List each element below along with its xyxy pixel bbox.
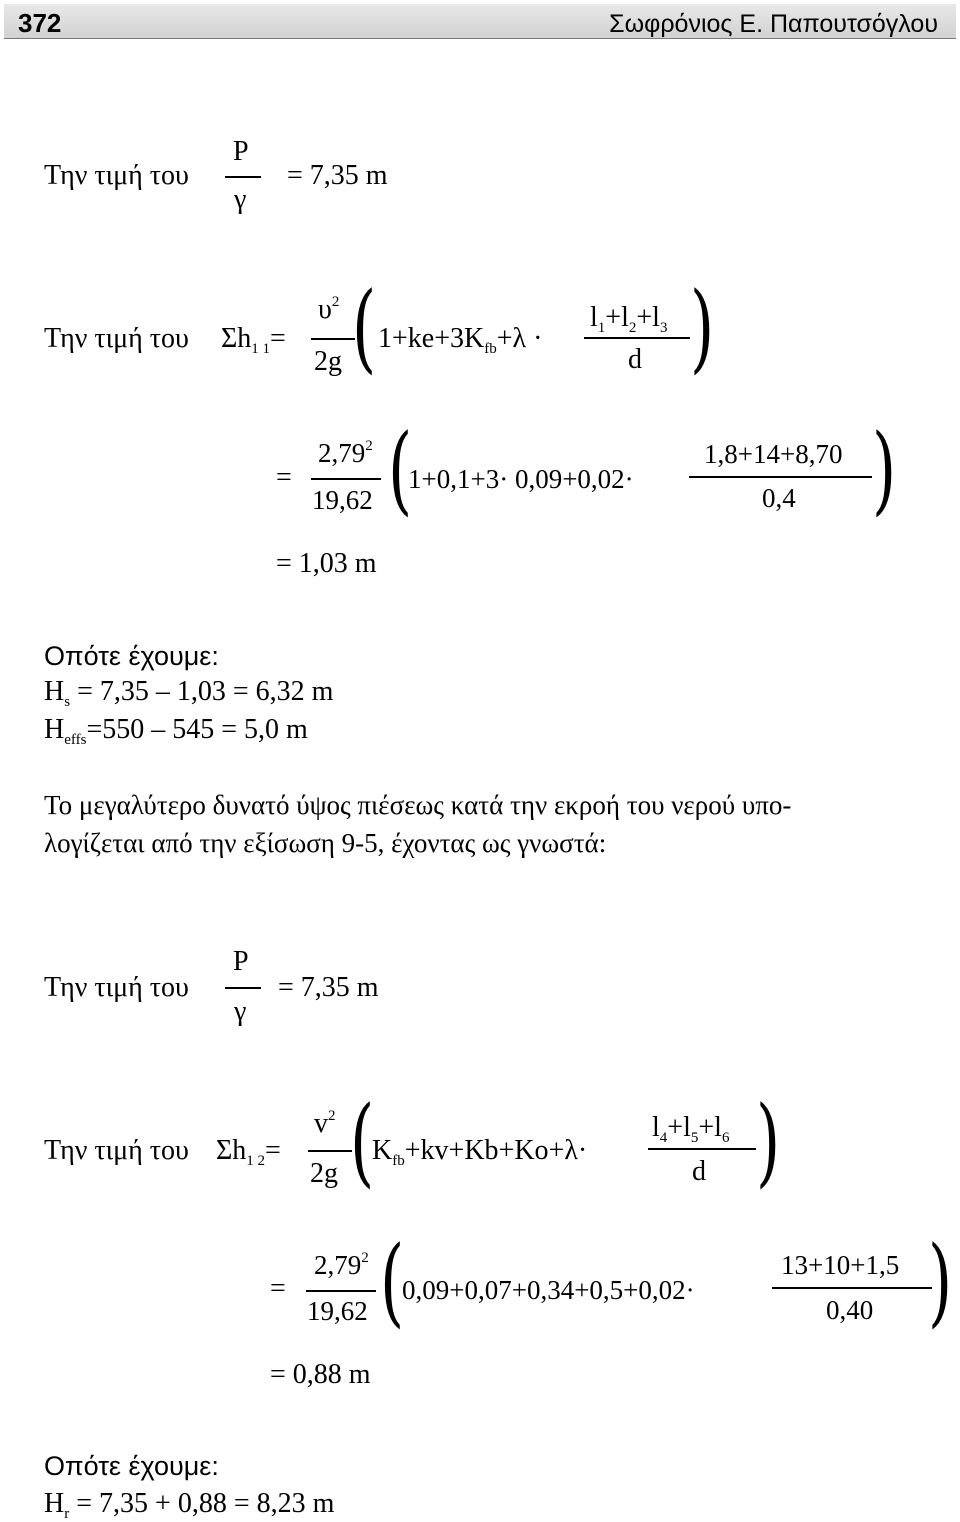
results-heading: Οπότε έχουμε: xyxy=(44,1451,219,1481)
fraction-denominator: 2g xyxy=(314,346,342,377)
page-number: 372 xyxy=(18,8,62,38)
fraction-denominator: 19,62 xyxy=(307,1296,368,1326)
length-sum-denominator: 0,40 xyxy=(826,1295,874,1325)
equation-result: = 7,35 m xyxy=(278,972,379,1003)
hr-equation: $H_r = 7,35 + 0,88 = 8,23$ m xyxy=(44,1488,335,1522)
right-paren: ) xyxy=(872,412,897,526)
bracket-expression: $K_{fb}+kv+Kb+Ko+\lambda\cdot$ xyxy=(372,1135,588,1169)
sigma-symbol: $\Sigma h_{1 2}=$ xyxy=(216,1135,281,1169)
fraction-numerator: P xyxy=(233,946,249,977)
hs-equation: $H_s = 7,35 - 1,03 = 6,32$ m xyxy=(44,676,334,710)
fraction-denominator: 19,62 xyxy=(312,485,373,515)
left-paren: ( xyxy=(380,1224,405,1338)
fraction-bar xyxy=(311,478,381,480)
fraction-bar xyxy=(648,1148,756,1150)
fraction-bar xyxy=(584,337,690,339)
length-sum-numerator: $l_4+l_5+l_6$ xyxy=(652,1112,730,1146)
length-sum-numerator: 13+10+1,5 xyxy=(781,1250,900,1280)
heffs-equation: $H_{effs}=550 - 545 = 5,0$ m xyxy=(44,714,308,748)
fraction-bar xyxy=(311,338,355,340)
fraction-bar xyxy=(772,1287,932,1289)
fraction-bar xyxy=(306,1290,376,1292)
equation-result: = 7,35 m xyxy=(287,160,388,191)
fraction-bar xyxy=(225,176,261,178)
fraction-numerator: P xyxy=(233,136,249,167)
body-paragraph xyxy=(44,786,944,862)
length-sum-denominator: 0,4 xyxy=(762,483,796,513)
fraction-denominator: γ xyxy=(234,996,247,1027)
left-paren: ( xyxy=(388,412,413,526)
fraction-numerator: 2,79$^2$ xyxy=(318,438,373,468)
equation-lead-text: Την τιμή του xyxy=(44,160,189,191)
paragraph-line-1: Το μεγαλύτερο δυνατό ύψος πιέσεως κατά την εκροή του νερού υπο- xyxy=(44,790,792,820)
bracket-expression: 1+0,1+3· 0,09+0,02· xyxy=(408,464,634,494)
length-sum-denominator: d xyxy=(692,1156,706,1187)
equation-lead-text: Την τιμή του xyxy=(44,1135,189,1166)
left-paren: ( xyxy=(352,270,377,384)
results-heading: Οπότε έχουμε: xyxy=(44,641,219,671)
right-paren: ) xyxy=(690,270,715,384)
bracket-expression: $1+ke+3K_{fb}+\lambda$ · xyxy=(378,323,543,357)
page-header xyxy=(4,4,956,39)
sigma-symbol: $\Sigma h_{1 1}=$ xyxy=(221,323,286,357)
equals-sign: = xyxy=(276,462,292,493)
fraction-numerator: $v^2$ xyxy=(314,1108,336,1139)
equals-sign: = xyxy=(270,1273,286,1304)
equation-lead-text: Την τιμή του xyxy=(44,323,189,354)
fraction-denominator: 2g xyxy=(310,1158,338,1189)
right-paren: ) xyxy=(756,1084,781,1198)
fraction-denominator: γ xyxy=(234,184,247,215)
length-sum-denominator: d xyxy=(628,344,642,375)
fraction-numerator: 2,79$^2$ xyxy=(314,1250,369,1280)
length-sum-numerator: 1,8+14+8,70 xyxy=(704,439,843,469)
fraction-bar xyxy=(308,1150,352,1152)
equation-lead-text: Την τιμή του xyxy=(44,972,189,1003)
paragraph-line-2: λογίζεται από την εξίσωση 9-5, έχοντας ως γνωστά: xyxy=(44,828,607,858)
length-sum-numerator: $l_1+l_2+l_3$ xyxy=(590,302,668,336)
fraction-bar xyxy=(225,987,261,989)
bracket-expression: 0,09+0,07+0,34+0,5+0,02· xyxy=(402,1275,695,1305)
equation-result: = 1,03 m xyxy=(276,548,377,579)
fraction-bar xyxy=(689,476,872,478)
right-paren: ) xyxy=(928,1224,953,1338)
fraction-numerator: $\upsilon^2$ xyxy=(318,294,340,325)
left-paren: ( xyxy=(350,1084,375,1198)
equation-result: = 0,88 m xyxy=(270,1359,371,1390)
author-name: Σωφρόνιος Ε. Παπουτσόγλου xyxy=(609,10,938,38)
